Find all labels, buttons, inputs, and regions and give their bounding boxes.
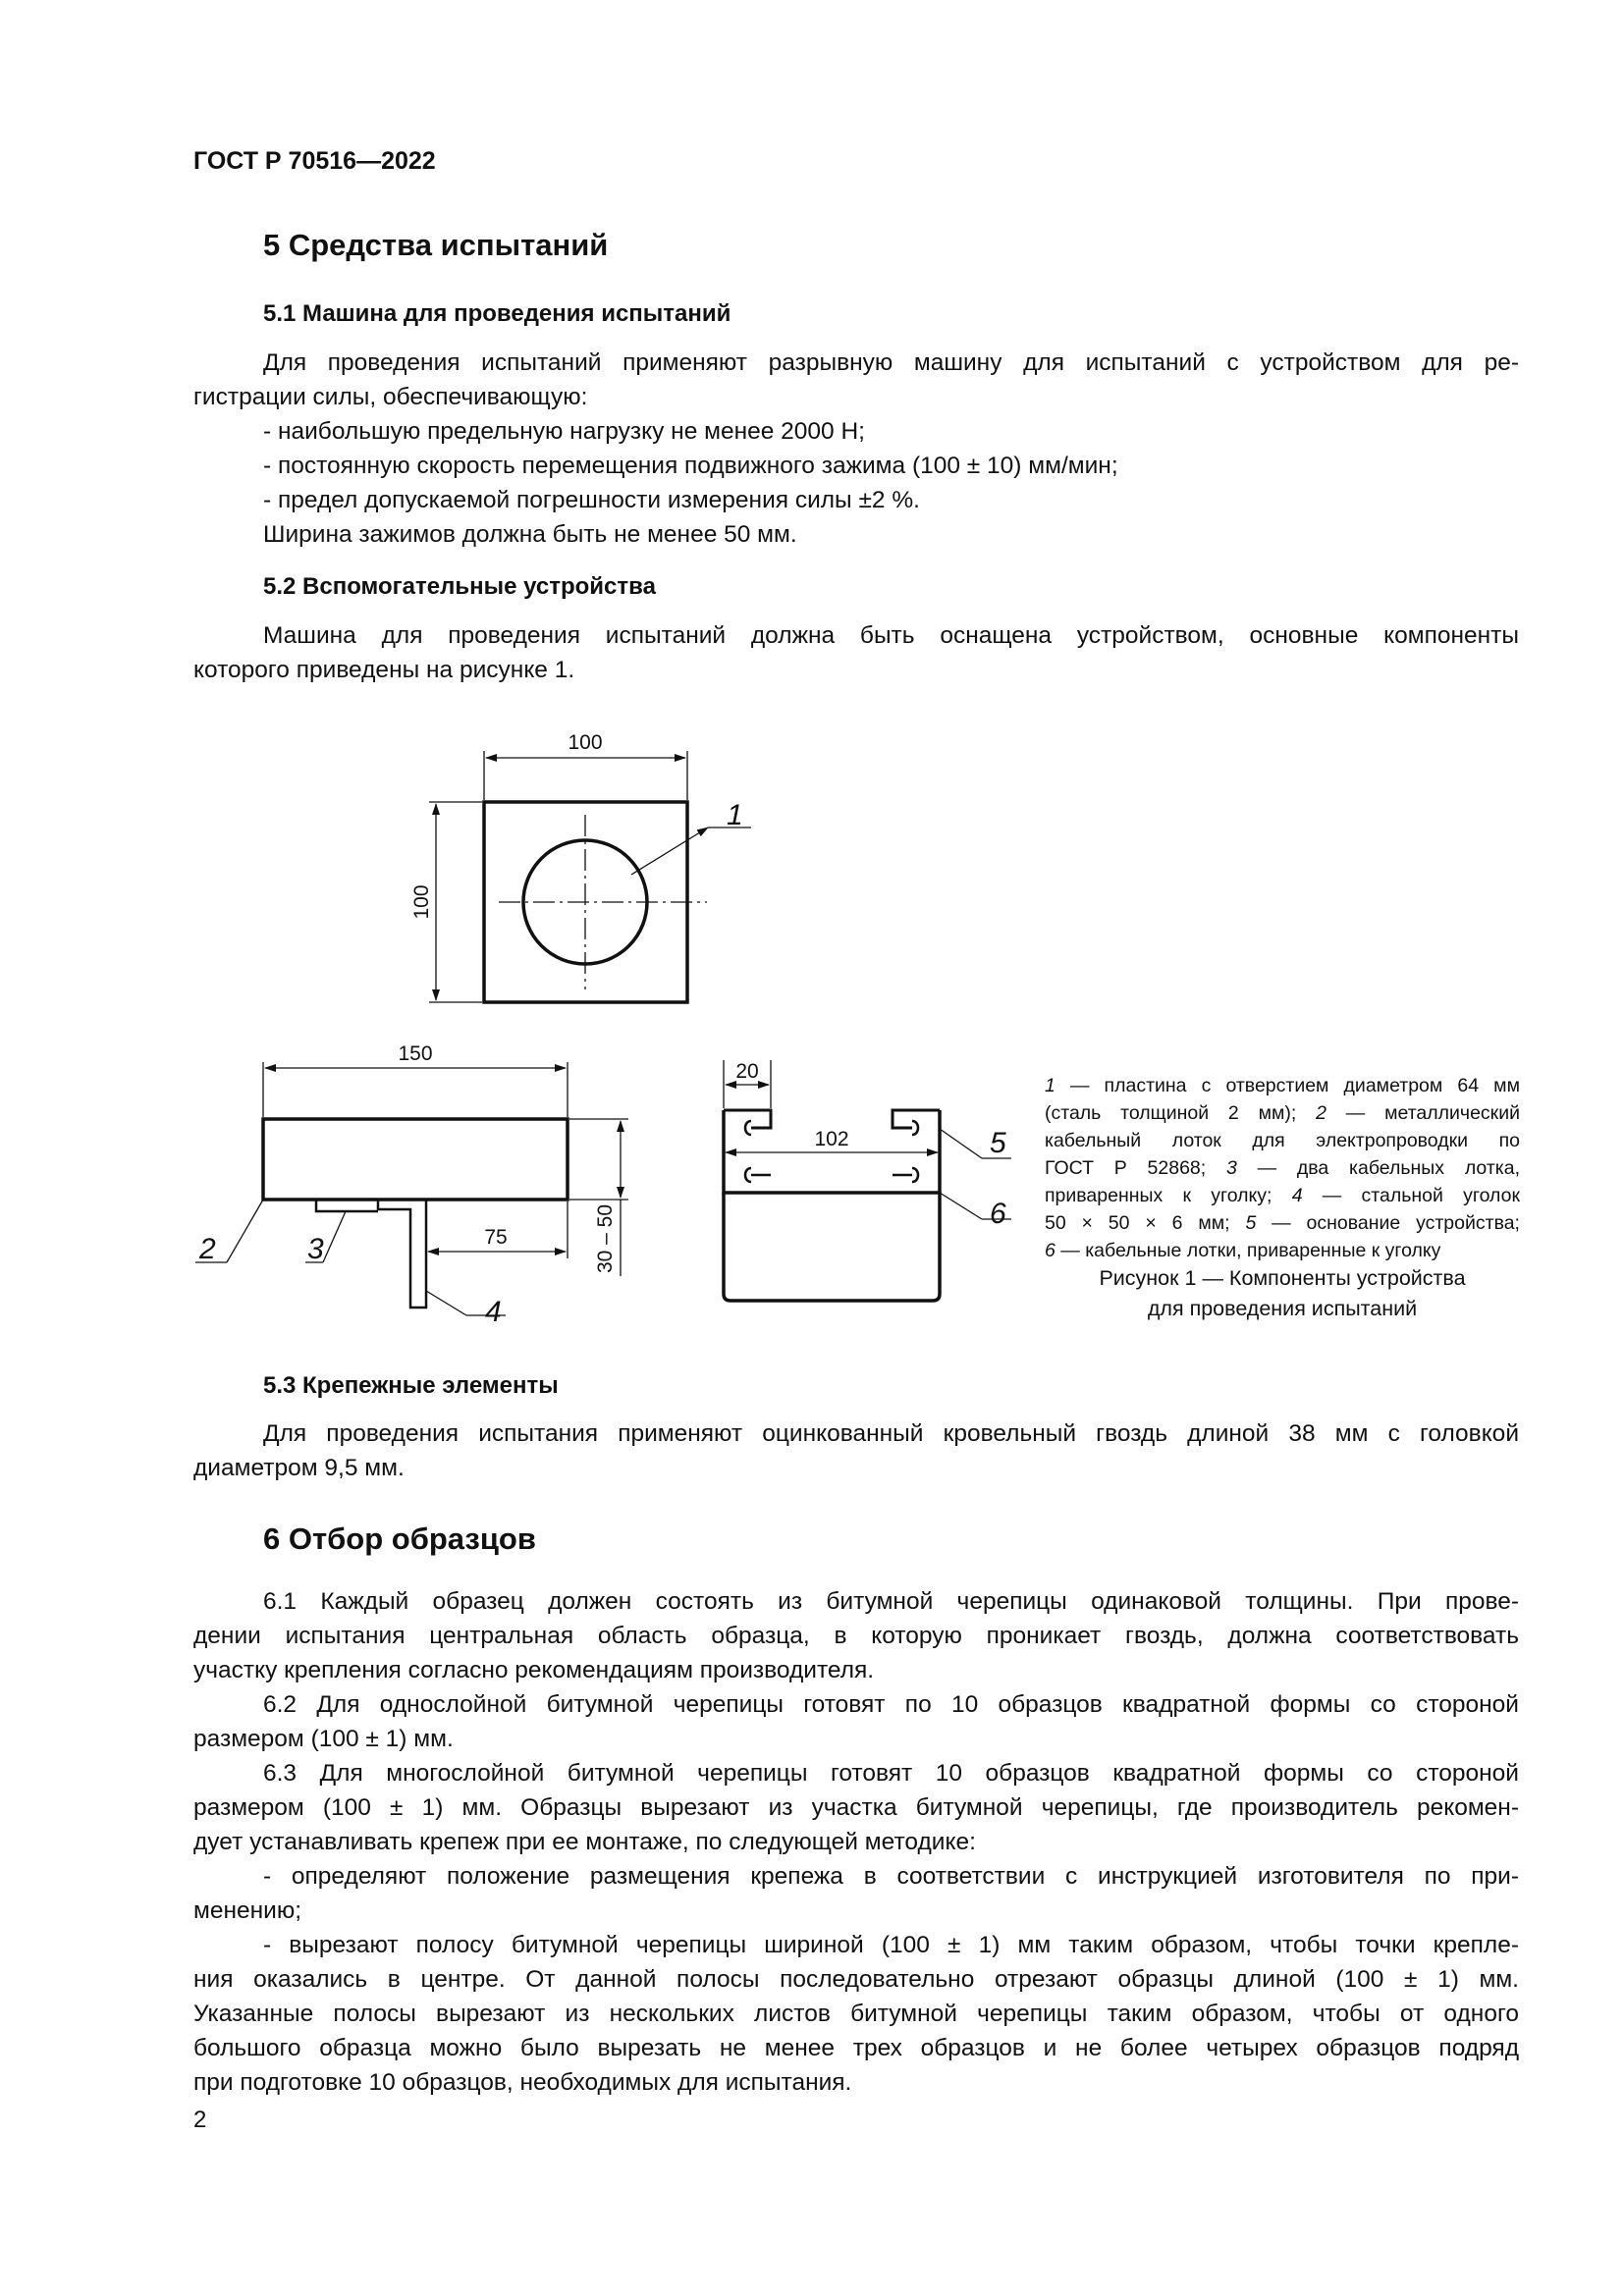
legend-text: — основание устройства;	[1256, 1212, 1520, 1234]
legend-item-number: 2	[1316, 1102, 1326, 1124]
text-line: менению;	[193, 1897, 302, 1924]
dim-angle-height: 30 – 50	[594, 1203, 617, 1274]
legend-text: приваренных к уголку;	[1045, 1185, 1292, 1206]
text-line: Для проведения испытания применяют оцинкованный кровельный гвоздь длиной 38 мм с головкой	[263, 1420, 1519, 1447]
text-line: дует устанавливать крепеж при ее монтаже, по следующей методике:	[193, 1829, 976, 1855]
legend-item-number: 3	[1225, 1157, 1237, 1179]
subsection-5-1-title: 5.1 Машина для проведения испытаний	[263, 300, 731, 327]
subsection-5-3-title: 5.3 Крепежные элементы	[263, 1372, 559, 1399]
list-item: - вырезают полосу битумной черепицы шириной (100 ± 1) мм таким образом, чтобы точки крепле-	[263, 1932, 1519, 1958]
text-line: Указанные полосы вырезают из нескольких листов битумной черепицы таким образом, чтобы от одного	[193, 2001, 1519, 2027]
caption-line: Рисунок 1 — Компоненты устройства	[1099, 1266, 1466, 1290]
text-line: размером (100 ± 1) мм. Образцы вырезают из участка битумной черепицы, где производитель рекомен-	[193, 1794, 1519, 1821]
text-line: 6.2 Для однослойной битумной черепицы готовят по 10 образцов квадратной формы со стороной	[263, 1691, 1519, 1718]
callout-label-2: 2	[199, 1233, 216, 1265]
document-code: ГОСТ Р 70516—2022	[193, 147, 436, 175]
legend-item-number: 6	[1045, 1240, 1056, 1261]
text-line: Для проведения испытаний применяют разрывную машину для испытаний с устройством для ре-	[263, 349, 1519, 376]
caption-line: для проведения испытаний	[1147, 1297, 1418, 1320]
text-line: при подготовке 10 образцов, необходимых для испытания.	[193, 2069, 852, 2096]
text-line: Ширина зажимов должна быть не менее 50 мм.	[263, 521, 797, 548]
text-line: Машина для проведения испытаний должна быть оснащена устройством, основные компоненты	[263, 622, 1519, 649]
text-line: большого образца можно было вырезать не менее трех образцов и не более четырех образцов подряд	[193, 2035, 1519, 2061]
text-line: 6.3 Для многослойной битумной черепицы готовят 10 образцов квадратной формы со стороной	[263, 1760, 1519, 1787]
subsection-5-3-text	[193, 1416, 1519, 1485]
legend-text: (сталь толщиной 2 мм);	[1045, 1102, 1317, 1124]
legend-line	[1045, 1099, 1520, 1127]
dim-angle-length: 150	[398, 1042, 433, 1065]
legend-line	[1045, 1237, 1520, 1264]
dim-tray-width: 102	[814, 1128, 849, 1150]
legend-line	[1045, 1154, 1520, 1182]
list-item: - постоянную скорость перемещения подвижного зажима (100 ± 10) мм/мин;	[263, 453, 1118, 479]
list-item: - определяют положение размещения крепежа в соответствии с инструкцией изготовителя по при-	[263, 1863, 1519, 1890]
legend-text: — металлический	[1326, 1102, 1520, 1124]
dim-plate-width: 100	[568, 731, 603, 754]
text-line: которого приведены на рисунке 1.	[193, 657, 575, 683]
side-view-drawing	[195, 1062, 628, 1315]
front-view-drawing	[724, 1060, 1011, 1301]
legend-text: 50 × 50 × 6 мм;	[1045, 1212, 1246, 1234]
text-line: 6.1 Каждый образец должен состоять из битумной черепицы одинаковой толщины. При прове-	[263, 1588, 1519, 1615]
callout-label-1: 1	[727, 799, 743, 831]
callout-label-3: 3	[307, 1233, 324, 1265]
legend-item-number: 1	[1045, 1075, 1056, 1096]
text-line: размером (100 ± 1) мм.	[193, 1726, 454, 1752]
legend-line	[1045, 1182, 1520, 1209]
page-number: 2	[193, 2107, 207, 2133]
callout-label-5: 5	[990, 1127, 1006, 1159]
dim-plate-height: 100	[410, 884, 433, 920]
legend-item-number: 5	[1245, 1212, 1257, 1234]
text-line: диаметром 9,5 мм.	[193, 1455, 405, 1481]
subsection-5-2-title: 5.2 Вспомогательные устройства	[263, 573, 656, 600]
legend-line	[1045, 1127, 1520, 1154]
legend-item-number: 4	[1291, 1185, 1303, 1206]
section-5-title: 5 Средства испытаний	[263, 228, 609, 262]
section-6-title: 6 Отбор образцов	[263, 1522, 536, 1556]
text-line: дении испытания центральная область образца, в которую проникает гвоздь, должна соответствовать	[193, 1623, 1519, 1649]
legend-text: — стальной уголок	[1302, 1185, 1520, 1206]
plate-drawing	[429, 751, 751, 1002]
callout-label-4: 4	[485, 1296, 502, 1328]
dim-angle-offset: 75	[484, 1226, 508, 1249]
text-line: участку крепления согласно рекомендациям производителя.	[193, 1657, 875, 1683]
legend-text: — пластина с отверстием диаметром 64 мм	[1055, 1075, 1520, 1096]
legend-text: — два кабельных лотка,	[1236, 1157, 1520, 1179]
figure-caption	[1045, 1263, 1520, 1324]
legend-text: кабельный лоток для электропроводки по	[1045, 1130, 1520, 1151]
section-6-text	[193, 1584, 1519, 2100]
text-line: гистрации силы, обеспечивающую:	[193, 384, 588, 410]
list-item: - предел допускаемой погрешности измерения силы ±2 %.	[263, 487, 920, 513]
legend-line	[1045, 1209, 1520, 1237]
legend-text: — кабельные лотки, приваренные к уголку	[1055, 1240, 1441, 1261]
legend-text: ГОСТ Р 52868;	[1045, 1157, 1226, 1179]
dim-tray-flange: 20	[735, 1060, 759, 1083]
text-line: ния оказались в центре. От данной полосы последовательно отрезают образцы длиной (100 ± 1) мм.	[193, 1966, 1519, 1993]
callout-label-6: 6	[990, 1198, 1006, 1230]
figure-legend	[1045, 1072, 1520, 1264]
list-item: - наибольшую предельную нагрузку не менее 2000 Н;	[263, 418, 865, 445]
legend-line	[1045, 1072, 1520, 1099]
